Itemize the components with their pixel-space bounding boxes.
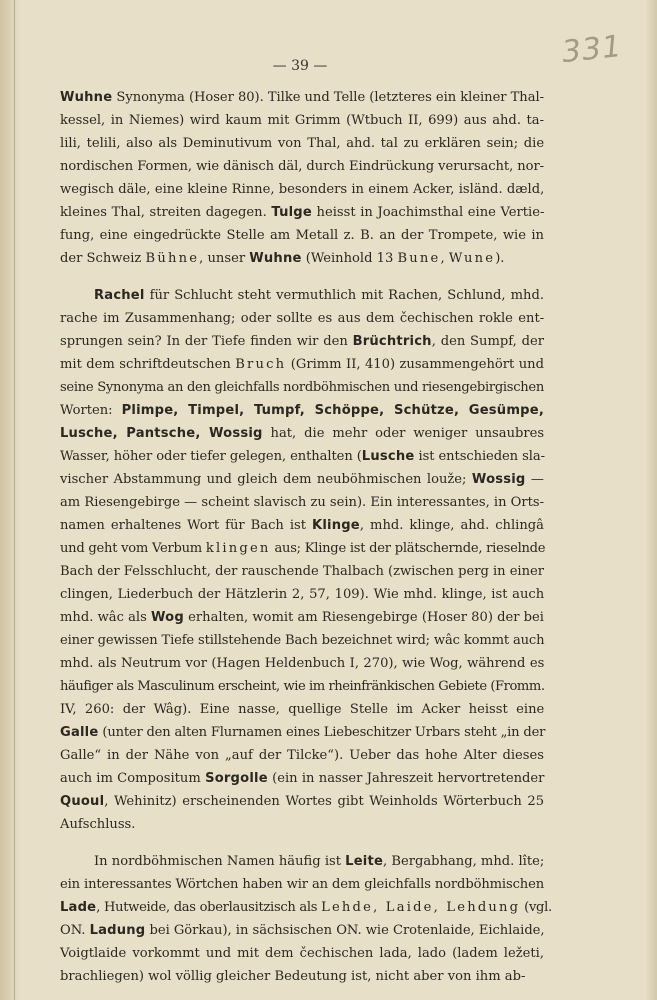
text-line	[60, 422, 544, 445]
text-run: , Wehinitz) erscheinenden Wortes gibt Weinholds Wörterbuch 25	[104, 794, 545, 809]
text-run: kessel, in Niemes) wird kaum mit Grimm (Wtbuch II, 699) aus ahd. ta-	[60, 113, 544, 128]
text-run: erhalten, womit am Riesengebirge (Hoser 80) der bei	[183, 610, 544, 625]
text-line	[60, 468, 544, 491]
text-run: (unter den alten Flurnamen eines Liebeschitzer Urbars steht „in der	[98, 725, 546, 740]
text-run: , den Sumpf, der	[431, 334, 544, 349]
text-run: wegisch däle, eine kleine Rinne, besonders in einem Acker, isländ. dæld,	[60, 182, 545, 197]
spaced-term: Bruch	[235, 357, 287, 372]
text-run: und geht vom Verbum	[60, 541, 206, 556]
keyword: Quoul	[60, 794, 105, 809]
page-number: — 39 —	[272, 58, 328, 74]
text-run: lili, telili, also als Deminutivum von Thal, ahd. tal zu erklären sein; die	[60, 136, 545, 151]
spaced-term: Bune	[397, 251, 441, 266]
text-run: Galle“ in der Nähe von „auf der Tilcke“). Ueber das hohe Alter dieses	[60, 748, 544, 763]
text-line	[60, 307, 544, 330]
text-run: —	[525, 472, 545, 487]
text-run: ist entschieden sla-	[414, 449, 545, 464]
text-run: ,	[440, 251, 449, 266]
text-line	[60, 652, 544, 675]
spaced-term: Bühne	[145, 251, 200, 266]
text-run: , unser	[199, 251, 250, 266]
body-text	[60, 86, 552, 988]
paragraph-3	[60, 850, 552, 988]
spaced-term: Wune	[448, 251, 496, 266]
text-line	[60, 873, 544, 896]
text-run: mit dem schriftdeutschen	[60, 357, 236, 372]
paragraph-2	[60, 284, 544, 836]
text-line	[60, 201, 544, 224]
text-line	[60, 109, 544, 132]
text-run: (vgl.	[520, 900, 552, 915]
binding-fold-line	[14, 0, 15, 1000]
keyword: Lade	[60, 900, 97, 915]
text-run: ).	[495, 251, 505, 266]
text-line	[60, 606, 544, 629]
text-line	[60, 850, 544, 873]
keyword: Rachel	[94, 288, 145, 303]
text-line	[60, 896, 552, 919]
text-line	[60, 445, 544, 468]
keyword: Wuhne	[249, 251, 302, 266]
page-binding-shadow	[0, 0, 20, 1000]
text-run: aus; Klinge ist der plätschernde, rieselnde	[270, 541, 546, 556]
text-run: mhd. wâc als	[60, 610, 151, 625]
text-run: In nordböhmischen Namen häufig ist	[94, 854, 346, 869]
archive-page-mark: 331	[560, 28, 624, 71]
text-line	[60, 224, 544, 247]
text-line	[60, 767, 544, 790]
spaced-term: klingen	[205, 541, 271, 556]
keyword: Leite	[345, 854, 384, 869]
text-run: (Weinhold 13	[301, 251, 398, 266]
text-line	[60, 560, 544, 583]
paragraph-gap	[60, 270, 544, 284]
text-run: hat, die mehr oder weniger unsaubres	[262, 426, 545, 441]
text-run: namen erhaltenes Wort für Bach ist	[60, 518, 312, 533]
keyword: Wossig	[471, 472, 526, 487]
text-run: Synonyma (Hoser 80). Tilke und Telle (letzteres ein kleiner Thal-	[112, 90, 544, 105]
text-run: , Bergabhang, mhd. lîte;	[383, 854, 545, 869]
spaced-term: Lehde, Laide, Lehdung	[321, 900, 521, 915]
text-line	[60, 155, 544, 178]
text-run: mhd. als Neutrum vor (Hagen Heldenbuch I, 270), wie Wog, während es	[60, 656, 545, 671]
keyword: Galle	[60, 725, 99, 740]
text-line	[60, 247, 544, 270]
keyword: Wog	[151, 610, 184, 625]
keyword: Ladung	[89, 923, 146, 938]
text-run: fung, eine eingedrückte Stelle am Metall z. B. an der Trompete, wie in	[60, 228, 544, 243]
keyword: Tulge	[271, 205, 312, 220]
text-line	[60, 330, 544, 353]
text-run: Bach der Felsschlucht, der rauschende Thalbach (zwischen perg in einer	[60, 564, 545, 579]
text-line	[60, 514, 544, 537]
text-run: Worten:	[60, 403, 122, 418]
keyword: Plimpe, Timpel, Tumpf, Schöppe, Schütze, Gesümpe,	[121, 403, 544, 418]
keyword: Sorgolle	[205, 771, 268, 786]
text-run: häufiger als Masculinum erscheint, wie im rheinfränkischen Gebiete (Fromm.	[60, 679, 545, 694]
text-run: Voigtlaide vorkommt und mit dem čechischen lada, lado (ladem ležeti,	[60, 946, 545, 961]
paragraph-gap	[60, 836, 544, 850]
text-line	[60, 721, 544, 744]
text-line	[60, 491, 544, 514]
text-line	[60, 698, 544, 721]
text-line	[60, 790, 544, 813]
text-run: der Schweiz	[60, 251, 146, 266]
text-run: sprungen sein? In der Tiefe finden wir den	[60, 334, 353, 349]
text-line	[60, 583, 544, 606]
text-run: auch im Compositum	[60, 771, 206, 786]
text-run: seine Synonyma an den gleichfalls nordböhmischen und riesengebirgischen	[60, 380, 544, 395]
text-line	[60, 178, 544, 201]
text-line	[60, 629, 544, 652]
text-run: rache im Zusammenhang; oder sollte es aus dem čechischen rokle ent-	[60, 311, 545, 326]
text-line	[60, 353, 544, 376]
page-edge	[645, 0, 657, 1000]
text-line	[60, 86, 544, 109]
text-run: Aufschluss.	[60, 817, 136, 832]
text-line	[60, 813, 544, 836]
text-run: brachliegen) wol völlig gleicher Bedeutung ist, nicht aber von ihm ab-	[60, 969, 526, 984]
keyword: Klinge	[311, 518, 360, 533]
text-line	[60, 744, 544, 767]
text-run: heisst in Joachimsthal eine Vertie-	[311, 205, 545, 220]
text-line	[60, 132, 544, 155]
text-line	[60, 965, 544, 988]
text-run: ein interessantes Wörtchen haben wir an dem gleichfalls nordböhmischen	[60, 877, 544, 892]
text-run: Wasser, höher oder tiefer gelegen, enthalten (	[60, 449, 362, 464]
text-run: einer gewissen Tiefe stillstehende Bach bezeichnet wird; wâc kommt auch	[60, 633, 545, 648]
text-line	[60, 284, 544, 307]
text-run: (Grimm II, 410) zusammengehört und	[286, 357, 544, 372]
text-line	[60, 942, 544, 965]
paragraph-1	[60, 86, 544, 270]
text-line	[60, 399, 544, 422]
text-run: bei Görkau), in sächsischen ON. wie Crotenlaide, Eichlaide,	[145, 923, 545, 938]
text-run: IV, 260: der Wâg). Eine nasse, quellige Stelle im Acker heisst eine	[60, 702, 545, 717]
text-run: , mhd. klinge, ahd. chlingâ	[359, 518, 544, 533]
text-line	[60, 675, 544, 698]
keyword: Brüchtrich	[352, 334, 432, 349]
text-run: am Riesengebirge — scheint slavisch zu sein). Ein interessantes, in Orts-	[60, 495, 544, 510]
text-run: nordischen Formen, wie dänisch däl, durch Eindrückung verursacht, nor-	[60, 159, 544, 174]
text-run: für Schlucht steht vermuthlich mit Rachen, Schlund, mhd.	[144, 288, 544, 303]
text-run: clingen, Liederbuch der Hätzlerin 2, 57, 109). Wie mhd. klinge, ist auch	[60, 587, 545, 602]
text-line	[60, 919, 544, 942]
text-run: (ein in nasser Jahreszeit hervortretender	[267, 771, 545, 786]
keyword: Lusche	[361, 449, 415, 464]
text-run: vischer Abstammung und gleich dem neuböhmischen louže;	[60, 472, 472, 487]
text-run: kleines Thal, streiten dagegen.	[60, 205, 272, 220]
text-run: , Hutweide, das oberlausitzisch als	[96, 900, 322, 915]
keyword: Wuhne	[60, 90, 113, 105]
text-line	[60, 537, 544, 560]
keyword: Lusche, Pantsche, Wossig	[60, 426, 263, 441]
text-line	[60, 376, 544, 399]
text-run: ON.	[60, 923, 90, 938]
